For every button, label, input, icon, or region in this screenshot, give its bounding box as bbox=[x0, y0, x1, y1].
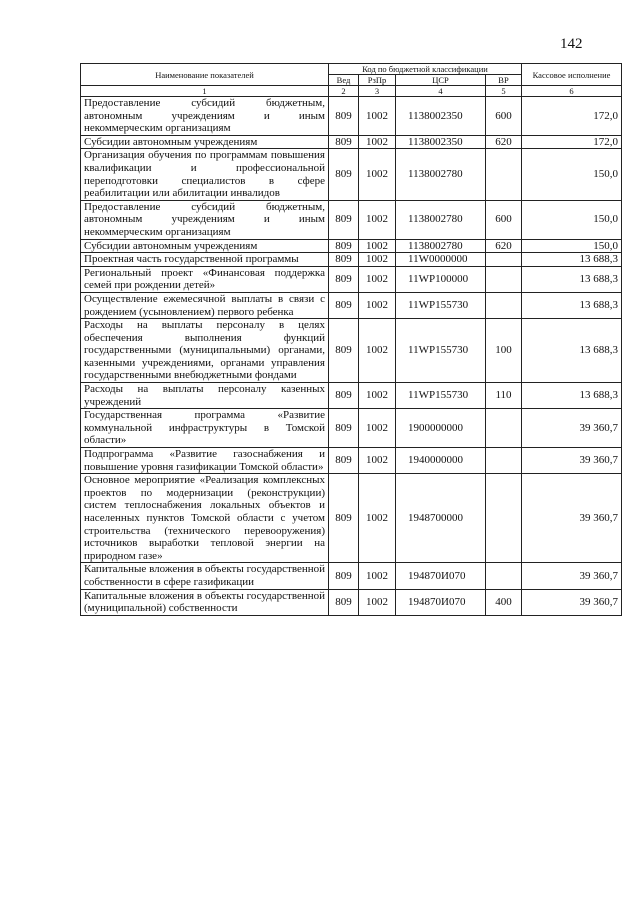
cell-ved: 809 bbox=[329, 239, 359, 253]
cell-ved: 809 bbox=[329, 474, 359, 563]
cell-csr: 1138002350 bbox=[396, 135, 486, 149]
cell-csr: 11WP100000 bbox=[396, 266, 486, 292]
cell-ved: 809 bbox=[329, 266, 359, 292]
cell-vr bbox=[486, 253, 522, 267]
cell-csr: 11WP155730 bbox=[396, 383, 486, 409]
cell-csr: 1940000000 bbox=[396, 448, 486, 474]
cell-amount: 39 360,7 bbox=[522, 589, 622, 615]
cell-csr: 1138002780 bbox=[396, 200, 486, 239]
cell-rzpr: 1002 bbox=[359, 409, 396, 448]
table-row bbox=[81, 292, 622, 318]
cell-amount: 150,0 bbox=[522, 149, 622, 200]
column-number: 6 bbox=[522, 86, 622, 97]
cell-name: Основное мероприятие «Реализация комплексных проектов по модернизации (реконструкции) систем теплоснабжения локальных объектов и населенных пунктов Томской области с учетом строительства (технического перевооружения) источников выработки тепловой энергии на природном газе» bbox=[81, 474, 329, 563]
header-budget-code: Код по бюджетной классификации bbox=[329, 64, 522, 75]
column-number: 2 bbox=[329, 86, 359, 97]
cell-rzpr: 1002 bbox=[359, 448, 396, 474]
cell-rzpr: 1002 bbox=[359, 239, 396, 253]
cell-vr bbox=[486, 563, 522, 589]
cell-rzpr: 1002 bbox=[359, 589, 396, 615]
cell-vr bbox=[486, 448, 522, 474]
column-number: 3 bbox=[359, 86, 396, 97]
cell-vr: 620 bbox=[486, 239, 522, 253]
table-row bbox=[81, 253, 622, 267]
cell-amount: 39 360,7 bbox=[522, 409, 622, 448]
cell-ved: 809 bbox=[329, 292, 359, 318]
cell-vr bbox=[486, 474, 522, 563]
cell-csr: 1900000000 bbox=[396, 409, 486, 448]
cell-vr bbox=[486, 149, 522, 200]
cell-ved: 809 bbox=[329, 319, 359, 383]
table-row bbox=[81, 97, 622, 136]
cell-rzpr: 1002 bbox=[359, 383, 396, 409]
cell-ved: 809 bbox=[329, 149, 359, 200]
budget-table bbox=[80, 63, 622, 616]
cell-name: Расходы на выплаты персоналу казенных учреждений bbox=[81, 383, 329, 409]
cell-csr: 194870И070 bbox=[396, 563, 486, 589]
cell-vr bbox=[486, 409, 522, 448]
cell-amount: 150,0 bbox=[522, 200, 622, 239]
cell-ved: 809 bbox=[329, 563, 359, 589]
table-row bbox=[81, 563, 622, 589]
table-row bbox=[81, 383, 622, 409]
cell-vr: 110 bbox=[486, 383, 522, 409]
header-csr: ЦСР bbox=[396, 75, 486, 86]
cell-csr: 1138002780 bbox=[396, 239, 486, 253]
cell-amount: 13 688,3 bbox=[522, 253, 622, 267]
cell-ved: 809 bbox=[329, 200, 359, 239]
cell-name: Подпрограмма «Развитие газоснабжения и повышение уровня газификации Томской области» bbox=[81, 448, 329, 474]
table-row bbox=[81, 319, 622, 383]
cell-rzpr: 1002 bbox=[359, 97, 396, 136]
cell-vr: 620 bbox=[486, 135, 522, 149]
cell-amount: 13 688,3 bbox=[522, 266, 622, 292]
cell-csr: 11WP155730 bbox=[396, 292, 486, 318]
cell-amount: 150,0 bbox=[522, 239, 622, 253]
cell-rzpr: 1002 bbox=[359, 292, 396, 318]
table-row bbox=[81, 409, 622, 448]
cell-name: Расходы на выплаты персоналу в целях обеспечения выполнения функций государственными (муниципальными) органами, казенными учреждениями, органами управления государственными внебюджетными фондами bbox=[81, 319, 329, 383]
cell-rzpr: 1002 bbox=[359, 253, 396, 267]
cell-rzpr: 1002 bbox=[359, 200, 396, 239]
page-number: 142 bbox=[560, 36, 583, 52]
cell-name: Капитальные вложения в объекты государственной (муниципальной) собственности bbox=[81, 589, 329, 615]
cell-amount: 13 688,3 bbox=[522, 319, 622, 383]
cell-ved: 809 bbox=[329, 135, 359, 149]
cell-csr: 194870И070 bbox=[396, 589, 486, 615]
column-number: 4 bbox=[396, 86, 486, 97]
cell-vr: 400 bbox=[486, 589, 522, 615]
table-row bbox=[81, 239, 622, 253]
cell-name: Проектная часть государственной программы bbox=[81, 253, 329, 267]
cell-name: Региональный проект «Финансовая поддержка семей при рождении детей» bbox=[81, 266, 329, 292]
column-number: 5 bbox=[486, 86, 522, 97]
cell-name: Капитальные вложения в объекты государственной собственности в сфере газификации bbox=[81, 563, 329, 589]
cell-amount: 13 688,3 bbox=[522, 292, 622, 318]
cell-amount: 172,0 bbox=[522, 135, 622, 149]
header-vr: ВР bbox=[486, 75, 522, 86]
cell-name: Организация обучения по программам повышения квалификации и профессиональной переподготовки специалистов в сфере реабилитации или абилитации инвалидов bbox=[81, 149, 329, 200]
cell-ved: 809 bbox=[329, 448, 359, 474]
cell-csr: 1138002780 bbox=[396, 149, 486, 200]
cell-name: Предоставление субсидий бюджетным, автономным учреждениям и иным некоммерческим организациям bbox=[81, 200, 329, 239]
cell-name: Субсидии автономным учреждениям bbox=[81, 239, 329, 253]
cell-amount: 13 688,3 bbox=[522, 383, 622, 409]
cell-amount: 39 360,7 bbox=[522, 448, 622, 474]
header-rzpr: РзПр bbox=[359, 75, 396, 86]
table-row bbox=[81, 474, 622, 563]
cell-csr: 11W0000000 bbox=[396, 253, 486, 267]
header-indicator: Наименование показателей bbox=[81, 64, 329, 86]
cell-ved: 809 bbox=[329, 383, 359, 409]
table-row bbox=[81, 448, 622, 474]
cell-rzpr: 1002 bbox=[359, 266, 396, 292]
cell-vr: 600 bbox=[486, 200, 522, 239]
cell-ved: 809 bbox=[329, 97, 359, 136]
cell-csr: 11WP155730 bbox=[396, 319, 486, 383]
cell-vr: 100 bbox=[486, 319, 522, 383]
cell-amount: 172,0 bbox=[522, 97, 622, 136]
cell-rzpr: 1002 bbox=[359, 474, 396, 563]
cell-ved: 809 bbox=[329, 409, 359, 448]
cell-name: Предоставление субсидий бюджетным, автономным учреждениям и иным некоммерческим организациям bbox=[81, 97, 329, 136]
header-cash-execution: Кассовое исполнение bbox=[522, 64, 622, 86]
cell-vr bbox=[486, 292, 522, 318]
column-numbers-row bbox=[81, 86, 622, 97]
header-ved: Вед bbox=[329, 75, 359, 86]
table-row bbox=[81, 200, 622, 239]
cell-amount: 39 360,7 bbox=[522, 563, 622, 589]
cell-rzpr: 1002 bbox=[359, 149, 396, 200]
table-row bbox=[81, 135, 622, 149]
cell-name: Субсидии автономным учреждениям bbox=[81, 135, 329, 149]
cell-vr: 600 bbox=[486, 97, 522, 136]
cell-name: Государственная программа «Развитие коммунальной инфраструктуры в Томской области» bbox=[81, 409, 329, 448]
cell-vr bbox=[486, 266, 522, 292]
table-row bbox=[81, 266, 622, 292]
cell-ved: 809 bbox=[329, 589, 359, 615]
header-row bbox=[81, 64, 622, 75]
cell-name: Осуществление ежемесячной выплаты в связи с рождением (усыновлением) первого ребенка bbox=[81, 292, 329, 318]
cell-rzpr: 1002 bbox=[359, 319, 396, 383]
cell-ved: 809 bbox=[329, 253, 359, 267]
table-row bbox=[81, 149, 622, 200]
cell-csr: 1948700000 bbox=[396, 474, 486, 563]
column-number: 1 bbox=[81, 86, 329, 97]
cell-csr: 1138002350 bbox=[396, 97, 486, 136]
cell-amount: 39 360,7 bbox=[522, 474, 622, 563]
cell-rzpr: 1002 bbox=[359, 563, 396, 589]
cell-rzpr: 1002 bbox=[359, 135, 396, 149]
table-row bbox=[81, 589, 622, 615]
